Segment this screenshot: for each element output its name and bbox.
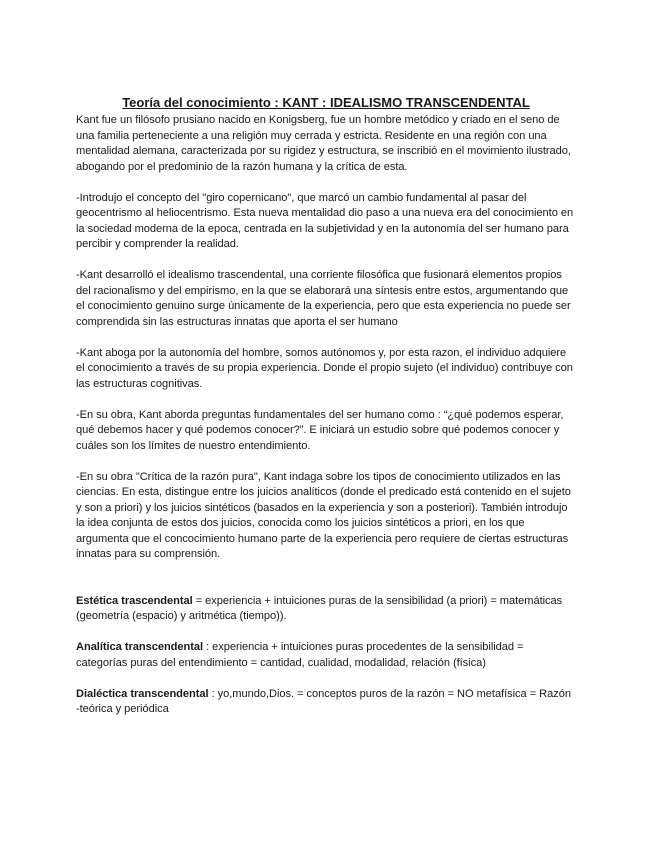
paragraph-intro: Kant fue un filósofo prusiano nacido en Konigsberg, fue un hombre metódico y criado en el seno de una familia perteneciente a una religión muy cerrada y estricta. Residente en una región con una mentalidad alemana, caracterizada por su rigidez y estructura, se inscribió en el movimiento ilustrado, abogando por el predominio de la razón humana y la crítica de esta.	[76, 114, 571, 173]
paragraph-spacer	[76, 454, 576, 470]
paragraph-spacer	[76, 330, 576, 346]
definition-text: = experiencia + intuiciones puras de la sensibilidad (a priori) = matemáticas (geometría (espacio) y aritmética (tiempo)).	[76, 594, 563, 622]
paragraph-spacer	[76, 625, 576, 641]
definition-dialectica	[76, 687, 576, 718]
definition-estetica	[76, 594, 576, 625]
paragraph-spacer	[76, 253, 576, 269]
section-spacer	[76, 563, 576, 594]
definition-text: : yo,mundo,Dios. = conceptos puros de la razón = NO metafísica = Razón -teórica y periódica	[76, 687, 571, 715]
paragraph-preguntas: -En su obra, Kant aborda preguntas fundamentales del ser humano como : “¿qué podemos esperar, qué debemos hacer y qué podemos conocer?”. E iniciará un estudio sobre qué podemos conocer y cuáles son los límites de nuestro entendimiento.	[76, 408, 564, 452]
paragraph-critica-razon-pura: -En su obra "Crítica de la razón pura", Kant indaga sobre los tipos de conocimiento utilizados en las ciencias. En esta, distingue entre los juicios analíticos (donde el predicado está contenido en el sujeto y son a priori) y los juicios sintéticos (basados en la experiencia y son a posteriori). También introdujo la idea conjunta de estos dos juicios, conocida como los juicios sintéticos a priori, en los que argumenta que el concocimiento humano parte de la experiencia pero requiere de ciertas estructuras innatas para su comprensión.	[76, 470, 571, 560]
definition-term: Estética trascendental	[76, 594, 193, 607]
paragraph-autonomia: -Kant aboga por la autonomía del hombre, somos autónomos y, por esta razon, el individuo adquiere el conocimiento a través de su propia experiencia. Donde el propio sujeto (el individuo) contribuye con las estructuras cognitivas.	[76, 346, 573, 390]
paragraph-spacer	[76, 175, 576, 191]
document-title: Teoría del conocimiento : KANT : IDEALISMO TRANSCENDENTAL	[122, 95, 530, 110]
definition-term: Analítica transcendental	[76, 641, 204, 653]
definition-term: Dialéctica transcendental	[76, 687, 209, 700]
paragraph-spacer	[76, 392, 576, 408]
definition-text: : experiencia + intuiciones puras procedentes de la sensibilidad = categorías puras del entendimiento = cantidad, cualidad, modalidad, relación (física)	[76, 641, 524, 669]
definition-analitica	[76, 640, 576, 671]
paragraph-giro-copernicano: -Introdujo el concepto del "giro copernicano", que marcó un cambio fundamental al pasar del geocentrismo al heliocentrismo. Esta nueva mentalidad dio paso a una nueva era del conocimiento en la sociedad moderna de la epoca, centrada en la subjetividad y en la autonomía del ser humano para percibir y comprender la realidad.	[76, 191, 574, 250]
paragraph-idealismo: -Kant desarrolló el idealismo trascendental, una corriente filosófica que fusionará elementos propios del racionalismo y del empirismo, en la que se elaborará una síntesis entre estos, argumentando que el conocimiento genuino surge únicamente de la experiencia, pero que esta experiencia no puede ser comprendida sin las estructuras innatas que aporta el ser humano	[76, 269, 571, 328]
paragraph-spacer	[76, 671, 576, 687]
document-page	[76, 95, 576, 718]
